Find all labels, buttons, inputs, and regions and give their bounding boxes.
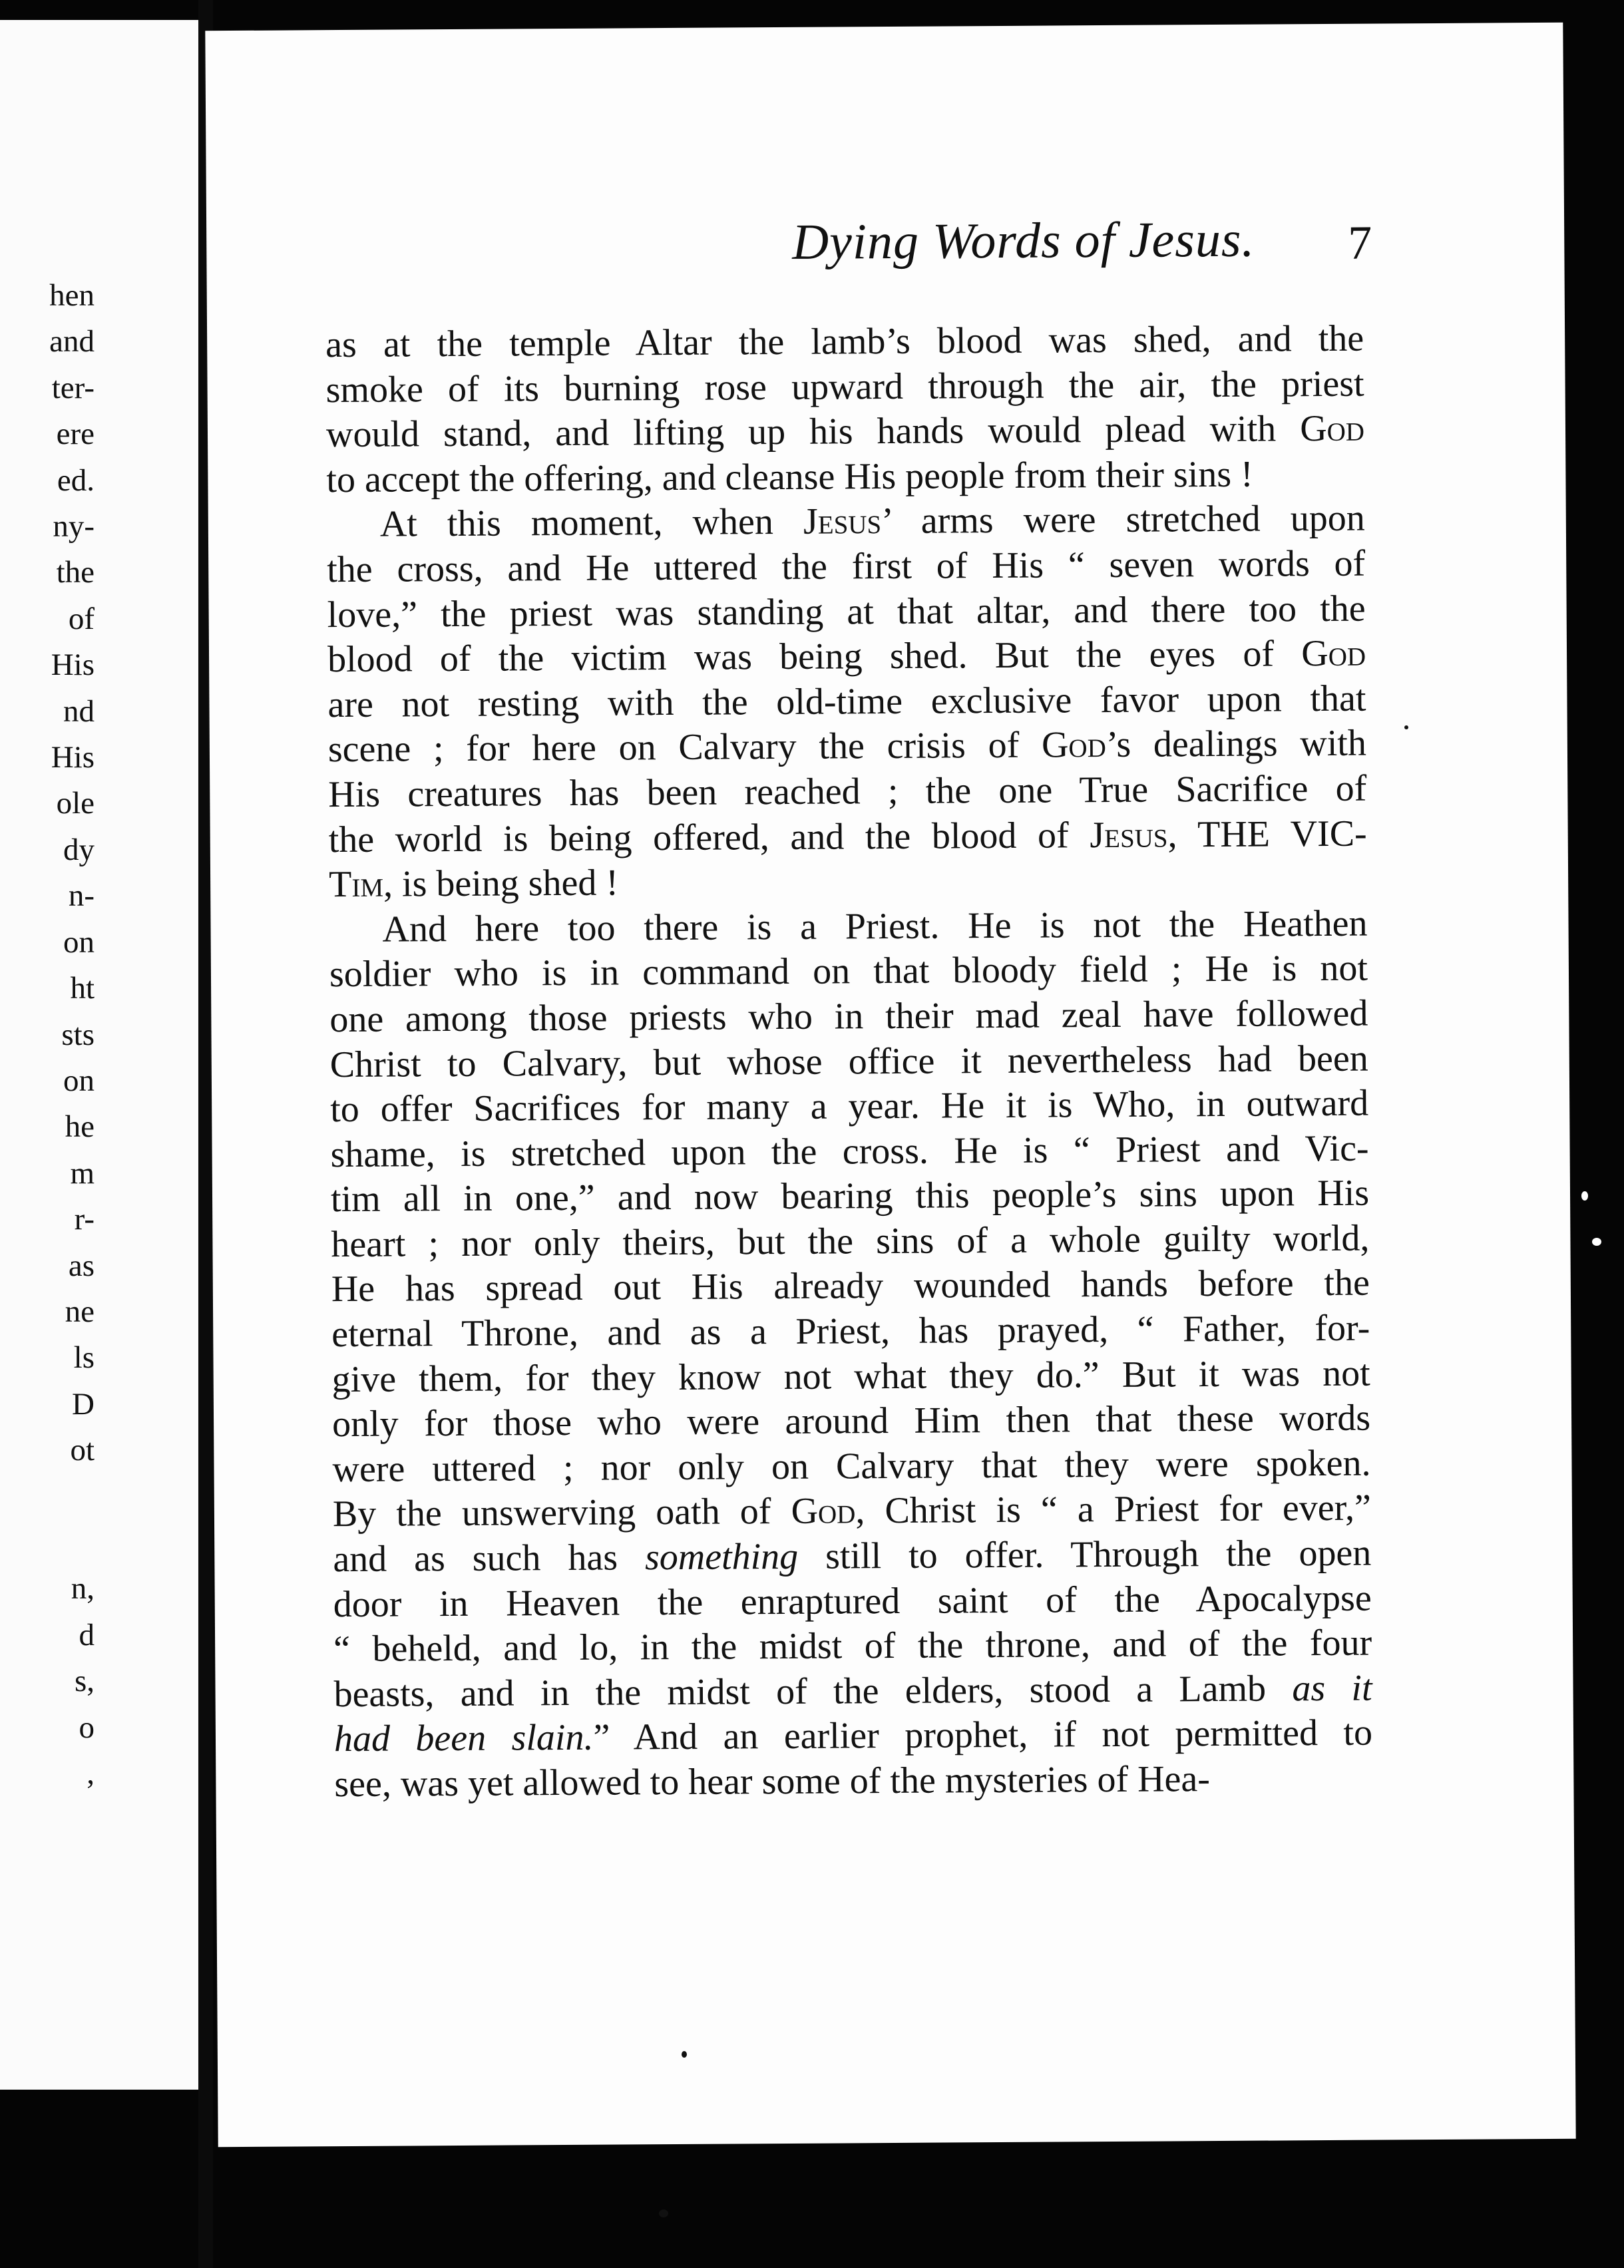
body-line: heart ; nor only theirs, but the sins of a whole guilty world, <box>331 1217 1370 1266</box>
body-line: beasts, and in the midst of the elders, stood a Lamb as it <box>333 1667 1372 1715</box>
left-page-line: His <box>51 648 95 683</box>
body-line: Tim, is being shed ! <box>328 862 619 906</box>
body-line: And here too there is a Priest. He is not the Heathen <box>382 902 1368 950</box>
left-page-line: ht <box>70 971 95 1006</box>
body-line: shame, is stretched upon the cross. He is “ Priest and Vic- <box>330 1127 1369 1175</box>
body-line: only for those who were around Him then that these words <box>331 1397 1371 1445</box>
body-line: as at the temple Altar the lamb’s blood was shed, and the <box>325 317 1364 366</box>
body-line: love,” the priest was standing at that altar, and there too the <box>327 588 1366 636</box>
left-page-line <box>0 1474 200 1520</box>
left-page-line: ot <box>70 1433 95 1468</box>
left-page-line: ter- <box>51 370 95 405</box>
body-line: tim all in one,” and now bearing this people’s sins upon His <box>330 1172 1370 1221</box>
left-page-line: d <box>79 1617 95 1652</box>
body-line: to offer Sacrifices for many a year. He it is Who, in outward <box>330 1082 1369 1131</box>
left-page-line: His <box>51 740 95 775</box>
left-page-line: he <box>65 1109 95 1145</box>
left-page-line <box>0 1520 200 1566</box>
body-line: see, was yet allowed to hear some of the mysteries of Hea- <box>334 1758 1211 1805</box>
left-page-line: and <box>49 324 95 359</box>
body-line: scene ; for here on Calvary the crisis of God’s dealings with <box>327 722 1367 771</box>
body-line: smoke of its burning rose upward through the air, the priest <box>325 363 1364 411</box>
left-page-line: o <box>79 1710 95 1745</box>
left-page-line: r- <box>74 1202 95 1237</box>
left-page-line: nd <box>63 693 95 729</box>
body-text <box>325 317 1373 1807</box>
scan-speck <box>1404 725 1408 729</box>
left-page-line: ole <box>56 786 95 821</box>
left-page-line: ed. <box>57 463 95 498</box>
left-facing-page <box>0 20 198 2090</box>
left-page-line: n, <box>71 1571 95 1606</box>
left-page-line: dy <box>63 832 95 867</box>
body-line: soldier who is in command on that bloody field ; He is not <box>329 947 1368 996</box>
body-line: Christ to Calvary, but whose office it nevertheless had been <box>329 1038 1368 1085</box>
left-page-line: the <box>56 555 95 590</box>
left-page-line: , <box>87 1756 95 1791</box>
body-line: blood of the victim was being shed. But the eyes of God <box>327 632 1366 681</box>
body-line: eternal Throne, and as a Priest, has prayed, “ Father, for- <box>331 1307 1370 1356</box>
body-line: door in Heaven the enraptured saint of the Apocalypse <box>333 1577 1372 1625</box>
body-line: By the unswerving oath of God, Christ is “ a Priest for ever,” <box>332 1487 1372 1535</box>
body-line: to accept the offering, and cleanse His people from their sins ! <box>326 453 1253 500</box>
left-page-line: on <box>63 1063 95 1098</box>
left-page-text-fragments <box>0 273 200 1797</box>
left-page-line: s, <box>74 1664 95 1699</box>
body-line: had been slain.” And an earlier prophet, if not permitted to <box>333 1712 1373 1760</box>
body-line: are not resting with the old-time exclusive favor upon that <box>327 677 1366 725</box>
left-page-line: D <box>72 1386 95 1421</box>
body-line: “ beheld, and lo, in the midst of the throne, and of the four <box>333 1622 1372 1670</box>
running-title: Dying Words of Jesus. <box>792 211 1255 270</box>
body-line: were uttered ; nor only on Calvary that they were spoken. <box>332 1442 1371 1490</box>
scan-speck <box>1592 1238 1601 1246</box>
left-page-line: ere <box>56 417 95 452</box>
body-line: At this moment, when Jesus’ arms were stretched upon <box>379 498 1365 546</box>
left-page-line: on <box>63 924 95 960</box>
body-line: give them, for they know not what they do.” But it was not <box>331 1352 1370 1400</box>
left-page-line: of <box>68 601 95 636</box>
main-page <box>205 23 1575 2147</box>
left-page-line: n- <box>68 878 95 914</box>
body-line: His creatures has been reached ; the one True Sacrifice of <box>328 767 1367 816</box>
left-page-line: ls <box>73 1340 95 1376</box>
scan-speck <box>682 2051 687 2058</box>
scan-speck <box>1581 1191 1588 1201</box>
left-page-line: ny- <box>53 509 95 544</box>
body-line: one among those priests who in their mad zeal have followed <box>329 992 1368 1041</box>
body-line: He has spread out His already wounded hands before the <box>331 1262 1370 1310</box>
left-page-line: m <box>70 1155 95 1191</box>
body-line: the world is being offered, and the blood of Jesus, THE VIC- <box>328 813 1367 860</box>
body-line: and as such has something still to offer. Through the open <box>333 1532 1372 1581</box>
left-page-line: as <box>68 1248 95 1283</box>
body-line: would stand, and lifting up his hands would plead with God <box>325 407 1365 456</box>
page-number: 7 <box>1348 216 1372 270</box>
left-page-line: hen <box>49 278 95 313</box>
left-page-line: sts <box>61 1017 95 1052</box>
body-line: the cross, and He uttered the first of His “ seven words of <box>327 542 1366 591</box>
running-head <box>592 209 1565 275</box>
left-page-line: ne <box>65 1294 95 1329</box>
scan-speck <box>659 2209 668 2217</box>
